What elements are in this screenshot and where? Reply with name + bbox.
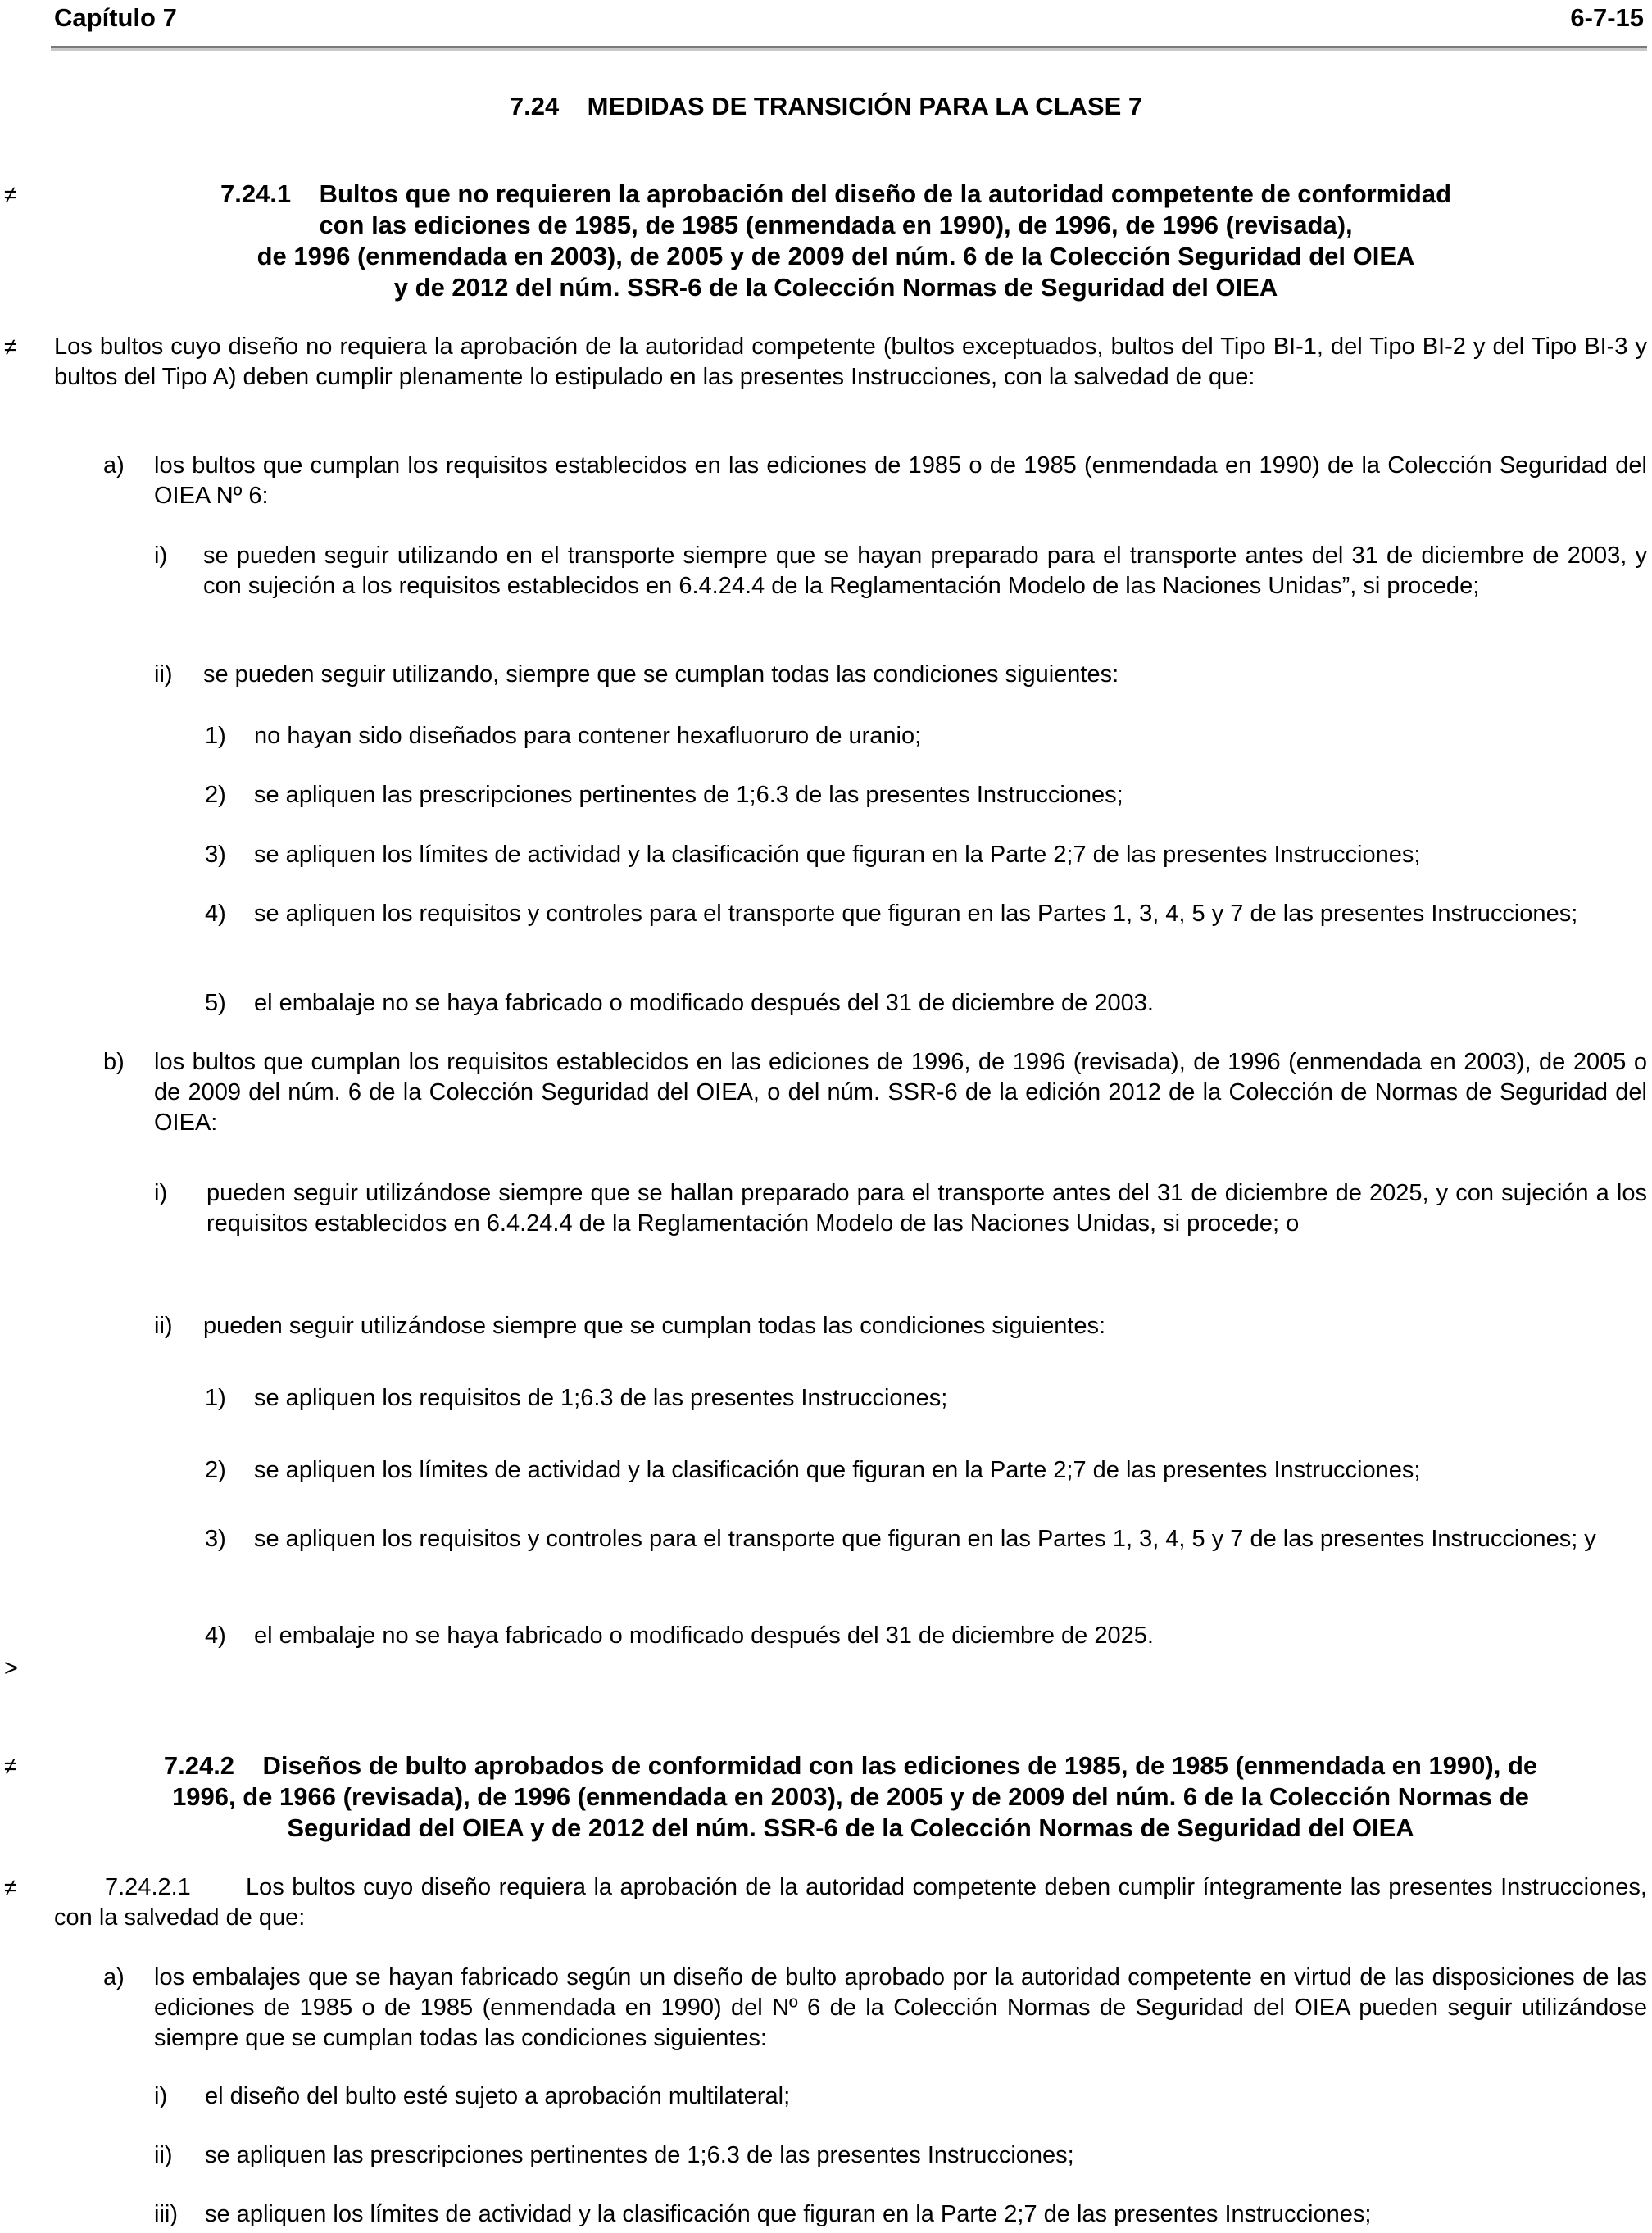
- s2-a-item: se apliquen los límites de actividad y la clasificación que figuran en la Parte 2;7 de las presentes Instrucciones;: [205, 2201, 1372, 2227]
- item-label: i): [154, 542, 168, 569]
- s1-b-ii-item: se apliquen los requisitos de 1;6.3 de las presentes Instrucciones;: [254, 1385, 948, 1411]
- change-mark: ≠: [4, 182, 17, 208]
- item-label: b): [103, 1049, 125, 1075]
- change-mark: ≠: [4, 1875, 17, 1901]
- item-label: 2): [205, 1457, 226, 1483]
- item-label: 3): [205, 842, 226, 868]
- s2-a-item: se apliquen las prescripciones pertinentes de 1;6.3 de las presentes Instrucciones;: [205, 2142, 1074, 2168]
- s1-a-ii-item: no hayan sido diseñados para contener hexafluoruro de uranio;: [254, 723, 922, 749]
- s1-b-i-text: pueden seguir utilizándose siempre que se hallan preparado para el transporte antes del 31 de diciembre de 2025, y con sujeción a los requisitos establecidos en 6.4.24.4 de la Reglamentación Modelo de las Naciones Unidas, si procede; o: [206, 1180, 1647, 1237]
- item-label: a): [103, 452, 125, 479]
- s2-heading: [54, 1750, 1647, 1844]
- s1-intro: Los bultos cuyo diseño no requiera la aprobación de la autoridad competente (bultos exceptuados, bultos del Tipo BI-1, del Tipo BI-2 y del Tipo BI-3 y bultos del Tipo A) deben cumplir plenamente lo estipulado en las presentes Instrucciones, con la salvedad de que:: [54, 334, 1647, 390]
- item-label: a): [103, 1964, 125, 1990]
- section-title: 7.24 MEDIDAS DE TRANSICIÓN PARA LA CLASE 7: [509, 92, 1143, 120]
- change-mark: ≠: [4, 334, 17, 361]
- s2-a-text: los embalajes que se hayan fabricado según un diseño de bulto aprobado por la autoridad competente en virtud de las disposiciones de las ediciones de 1985 o de 1985 (enmendada en 1990) del Nº 6 de la Colección Normas de Seguridad del OIEA pueden seguir utilizándose siempre que se cumplan todas las condiciones siguientes:: [154, 1964, 1647, 2051]
- item-label: 1): [205, 723, 226, 749]
- header-rule: [51, 46, 1647, 51]
- item-label: 1): [205, 1385, 226, 1411]
- s1-a-i-text: se pueden seguir utilizando en el transporte siempre que se hayan preparado para el transporte antes del 31 de diciembre de 2003, y con sujeción a los requisitos establecidos en 6.4.24.4 de la Reglamentación Modelo de las Naciones Unidas”, si procede;: [203, 542, 1647, 599]
- s1-heading-line: con las ediciones de 1985, de 1985 (enmendada en 1990), de 1996, de 1996 (revisada),: [319, 211, 1353, 239]
- item-label: 2): [205, 782, 226, 808]
- s1-heading-line: y de 2012 del núm. SSR-6 de la Colección Normas de Seguridad del OIEA: [393, 273, 1278, 302]
- item-label: 5): [205, 990, 226, 1016]
- item-label: i): [154, 2083, 168, 2109]
- item-label: ii): [154, 2142, 173, 2168]
- s1-b-ii-text: pueden seguir utilizándose siempre que se cumplan todas las condiciones siguientes:: [203, 1313, 1106, 1339]
- item-label: iii): [154, 2201, 178, 2227]
- item-label: 4): [205, 901, 226, 927]
- paragraph-number: 7.24.2.1: [105, 1874, 191, 1900]
- end-mark: >: [4, 1655, 18, 1682]
- s1-a-ii-item: se apliquen los requisitos y controles para el transporte que figuran en las Partes 1, 3, 4, 5 y 7 de las presentes Instrucciones;: [254, 901, 1578, 927]
- item-label: ii): [154, 661, 173, 688]
- s1-b-ii-item: el embalaje no se haya fabricado o modificado después del 31 de diciembre de 2025.: [254, 1623, 1154, 1649]
- change-mark: ≠: [4, 1754, 17, 1780]
- s1-a-ii-item: se apliquen las prescripciones pertinentes de 1;6.3 de las presentes Instrucciones;: [254, 782, 1123, 808]
- item-label: ii): [154, 1313, 173, 1339]
- s1-a-text: los bultos que cumplan los requisitos establecidos en las ediciones de 1985 o de 1985 (enmendada en 1990) de la Colección Seguridad del OIEA Nº 6:: [154, 452, 1647, 509]
- page-date: 6-7-15: [1570, 3, 1644, 32]
- s1-heading: [66, 179, 1606, 303]
- s2-p1-text: Los bultos cuyo diseño requiera la aprobación de la autoridad competente deben cumplir íntegramente las presentes Instrucciones, con la salvedad de que:: [54, 1874, 1647, 1931]
- item-label: 3): [205, 1526, 226, 1552]
- s2-heading-line: Seguridad del OIEA y de 2012 del núm. SSR-6 de la Colección Normas de Seguridad del OIEA: [287, 1813, 1414, 1842]
- s1-b-ii-item: se apliquen los requisitos y controles para el transporte que figuran en las Partes 1, 3, 4, 5 y 7 de las presentes Instrucciones; y: [254, 1526, 1596, 1552]
- chapter-label: Capítulo 7: [54, 3, 177, 32]
- s1-heading-line: 7.24.1 Bultos que no requieren la aprobación del diseño de la autoridad competente de conformidad: [220, 179, 1452, 208]
- s1-heading-line: de 1996 (enmendada en 2003), de 2005 y de 2009 del núm. 6 de la Colección Seguridad del OIEA: [256, 242, 1415, 270]
- s2-a-item: el diseño del bulto esté sujeto a aprobación multilateral;: [205, 2083, 791, 2109]
- s2-heading-line: 1996, de 1966 (revisada), de 1996 (enmendada en 2003), de 2005 y de 2009 del núm. 6 de la Colección Normas de: [172, 1782, 1529, 1811]
- s2-heading-line: 7.24.2 Diseños de bulto aprobados de conformidad con las ediciones de 1985, de 1985 (enmendada en 1990), de: [163, 1751, 1538, 1780]
- s1-a-ii-item: se apliquen los límites de actividad y la clasificación que figuran en la Parte 2;7 de las presentes Instrucciones;: [254, 842, 1421, 868]
- s1-b-ii-item: se apliquen los límites de actividad y la clasificación que figuran en la Parte 2;7 de las presentes Instrucciones;: [254, 1457, 1421, 1483]
- s1-a-ii-item: el embalaje no se haya fabricado o modificado después del 31 de diciembre de 2003.: [254, 990, 1154, 1016]
- s1-a-ii-text: se pueden seguir utilizando, siempre que se cumplan todas las condiciones siguientes:: [203, 661, 1119, 688]
- item-label: 4): [205, 1623, 226, 1649]
- s1-b-text: los bultos que cumplan los requisitos establecidos en las ediciones de 1996, de 1996 (revisada), de 1996 (enmendada en 2003), de 2005 o de 2009 del núm. 6 de la Colección Seguridad del OIEA, o del núm. SSR-6 de la edición 2012 de la Colección de Normas de Seguridad del OIEA:: [154, 1049, 1647, 1136]
- item-label: i): [154, 1180, 168, 1206]
